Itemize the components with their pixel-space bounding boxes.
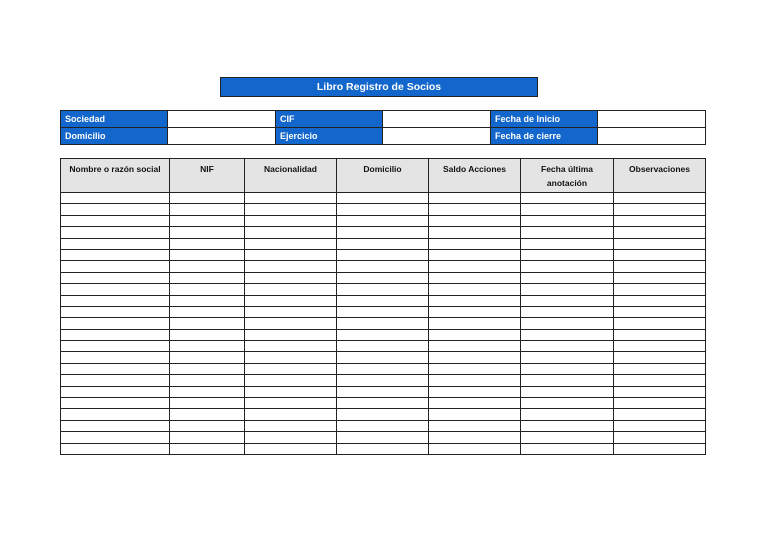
table-cell[interactable] xyxy=(614,238,706,249)
table-cell[interactable] xyxy=(245,204,337,215)
table-row xyxy=(61,249,706,260)
table-cell[interactable] xyxy=(245,420,337,431)
table-cell[interactable] xyxy=(521,204,614,215)
table-cell[interactable] xyxy=(337,318,429,329)
table-cell[interactable] xyxy=(170,409,245,420)
table-cell[interactable] xyxy=(337,227,429,238)
table-cell[interactable] xyxy=(521,398,614,409)
table-cell[interactable] xyxy=(245,409,337,420)
table-cell[interactable] xyxy=(429,193,521,204)
table-cell[interactable] xyxy=(337,193,429,204)
table-cell[interactable] xyxy=(429,306,521,317)
table-cell[interactable] xyxy=(61,261,170,272)
table-cell[interactable] xyxy=(61,398,170,409)
table-cell[interactable] xyxy=(614,295,706,306)
table-cell[interactable] xyxy=(61,375,170,386)
table-cell[interactable] xyxy=(337,432,429,443)
table-cell[interactable] xyxy=(614,341,706,352)
table-cell[interactable] xyxy=(170,363,245,374)
table-cell[interactable] xyxy=(521,375,614,386)
table-cell[interactable] xyxy=(614,352,706,363)
table-cell[interactable] xyxy=(170,352,245,363)
table-cell[interactable] xyxy=(245,363,337,374)
column-header-nif: NIF xyxy=(170,159,245,193)
table-cell[interactable] xyxy=(245,227,337,238)
table-cell[interactable] xyxy=(429,375,521,386)
table-cell[interactable] xyxy=(170,272,245,283)
column-header-fecha-ultima-anotacion: Fecha última anotación xyxy=(521,159,614,193)
table-cell[interactable] xyxy=(337,375,429,386)
table-cell[interactable] xyxy=(170,295,245,306)
table-cell[interactable] xyxy=(337,295,429,306)
table-cell[interactable] xyxy=(245,352,337,363)
column-header-saldo-acciones: Saldo Acciones xyxy=(429,159,521,193)
table-cell[interactable] xyxy=(614,261,706,272)
table-cell[interactable] xyxy=(429,341,521,352)
table-cell[interactable] xyxy=(170,432,245,443)
cif-field[interactable] xyxy=(383,111,491,128)
table-row xyxy=(61,306,706,317)
table-cell[interactable] xyxy=(614,363,706,374)
table-cell[interactable] xyxy=(245,238,337,249)
table-cell[interactable] xyxy=(170,238,245,249)
table-cell[interactable] xyxy=(170,227,245,238)
table-row xyxy=(61,284,706,295)
fecha-cierre-field[interactable] xyxy=(598,128,706,145)
table-cell[interactable] xyxy=(614,272,706,283)
document-title: Libro Registro de Socios xyxy=(220,77,538,97)
table-cell[interactable] xyxy=(521,295,614,306)
table-cell[interactable] xyxy=(521,249,614,260)
table-cell[interactable] xyxy=(337,261,429,272)
table-cell[interactable] xyxy=(429,238,521,249)
table-cell[interactable] xyxy=(245,341,337,352)
table-cell[interactable] xyxy=(429,443,521,454)
table-cell[interactable] xyxy=(429,398,521,409)
table-row xyxy=(61,341,706,352)
domicilio-label: Domicilio xyxy=(61,128,168,145)
table-row xyxy=(61,420,706,431)
table-cell[interactable] xyxy=(337,272,429,283)
table-cell[interactable] xyxy=(429,386,521,397)
ejercicio-label: Ejercicio xyxy=(276,128,383,145)
table-cell[interactable] xyxy=(61,193,170,204)
table-row xyxy=(61,432,706,443)
table-cell[interactable] xyxy=(245,193,337,204)
table-cell[interactable] xyxy=(337,306,429,317)
sociedad-field[interactable] xyxy=(168,111,276,128)
table-cell[interactable] xyxy=(614,443,706,454)
table-cell[interactable] xyxy=(61,443,170,454)
table-cell[interactable] xyxy=(337,352,429,363)
table-cell[interactable] xyxy=(521,363,614,374)
table-cell[interactable] xyxy=(429,284,521,295)
table-row xyxy=(61,386,706,397)
table-cell[interactable] xyxy=(614,386,706,397)
table-cell[interactable] xyxy=(429,227,521,238)
table-cell[interactable] xyxy=(521,272,614,283)
table-cell[interactable] xyxy=(429,352,521,363)
table-cell[interactable] xyxy=(614,284,706,295)
table-row xyxy=(61,295,706,306)
table-cell[interactable] xyxy=(521,420,614,431)
table-cell[interactable] xyxy=(429,249,521,260)
table-cell[interactable] xyxy=(61,409,170,420)
table-cell[interactable] xyxy=(245,306,337,317)
table-cell[interactable] xyxy=(337,363,429,374)
table-cell[interactable] xyxy=(614,329,706,340)
table-cell[interactable] xyxy=(429,329,521,340)
table-cell[interactable] xyxy=(614,306,706,317)
fecha-cierre-label: Fecha de cierre xyxy=(491,128,598,145)
table-cell[interactable] xyxy=(521,409,614,420)
table-cell[interactable] xyxy=(337,204,429,215)
table-cell[interactable] xyxy=(61,352,170,363)
table-cell[interactable] xyxy=(170,375,245,386)
table-cell[interactable] xyxy=(61,238,170,249)
table-row xyxy=(61,398,706,409)
table-cell[interactable] xyxy=(245,295,337,306)
table-cell[interactable] xyxy=(170,318,245,329)
table-cell[interactable] xyxy=(170,443,245,454)
table-cell[interactable] xyxy=(245,375,337,386)
table-cell[interactable] xyxy=(245,261,337,272)
table-cell[interactable] xyxy=(61,204,170,215)
table-cell[interactable] xyxy=(614,215,706,226)
table-cell[interactable] xyxy=(170,261,245,272)
ejercicio-field[interactable] xyxy=(383,128,491,145)
table-cell[interactable] xyxy=(245,329,337,340)
table-cell[interactable] xyxy=(614,249,706,260)
table-cell[interactable] xyxy=(429,204,521,215)
table-cell[interactable] xyxy=(521,341,614,352)
table-cell[interactable] xyxy=(521,215,614,226)
table-cell[interactable] xyxy=(61,318,170,329)
register-body xyxy=(61,193,706,455)
table-cell[interactable] xyxy=(614,432,706,443)
table-cell[interactable] xyxy=(245,272,337,283)
table-cell[interactable] xyxy=(429,272,521,283)
fecha-inicio-label: Fecha de Inicio xyxy=(491,111,598,128)
table-cell[interactable] xyxy=(61,249,170,260)
table-row xyxy=(61,215,706,226)
table-cell[interactable] xyxy=(521,318,614,329)
table-cell[interactable] xyxy=(245,249,337,260)
table-cell[interactable] xyxy=(337,409,429,420)
info-row xyxy=(61,111,706,128)
table-cell[interactable] xyxy=(170,329,245,340)
table-cell[interactable] xyxy=(429,318,521,329)
table-cell[interactable] xyxy=(170,306,245,317)
table-cell[interactable] xyxy=(614,420,706,431)
table-cell[interactable] xyxy=(429,420,521,431)
table-cell[interactable] xyxy=(61,420,170,431)
table-cell[interactable] xyxy=(170,386,245,397)
table-cell[interactable] xyxy=(337,329,429,340)
table-cell[interactable] xyxy=(245,443,337,454)
table-cell[interactable] xyxy=(337,420,429,431)
table-cell[interactable] xyxy=(337,249,429,260)
table-cell[interactable] xyxy=(170,341,245,352)
table-cell[interactable] xyxy=(614,193,706,204)
table-row xyxy=(61,352,706,363)
table-row xyxy=(61,261,706,272)
table-cell[interactable] xyxy=(245,215,337,226)
table-row xyxy=(61,204,706,215)
table-cell[interactable] xyxy=(61,386,170,397)
table-cell[interactable] xyxy=(614,318,706,329)
column-header-row xyxy=(61,159,706,193)
table-row xyxy=(61,318,706,329)
table-row xyxy=(61,375,706,386)
table-cell[interactable] xyxy=(61,227,170,238)
table-cell[interactable] xyxy=(521,238,614,249)
table-cell[interactable] xyxy=(521,432,614,443)
table-row xyxy=(61,329,706,340)
table-cell[interactable] xyxy=(614,204,706,215)
table-cell[interactable] xyxy=(61,295,170,306)
table-cell[interactable] xyxy=(61,284,170,295)
table-cell[interactable] xyxy=(170,284,245,295)
table-cell[interactable] xyxy=(429,432,521,443)
table-cell[interactable] xyxy=(337,215,429,226)
table-row xyxy=(61,227,706,238)
fecha-inicio-field[interactable] xyxy=(598,111,706,128)
company-info-table xyxy=(60,110,706,145)
table-cell[interactable] xyxy=(170,398,245,409)
column-header-nombre: Nombre o razón social xyxy=(61,159,170,193)
table-row xyxy=(61,409,706,420)
table-cell[interactable] xyxy=(245,386,337,397)
table-row xyxy=(61,238,706,249)
table-cell[interactable] xyxy=(521,284,614,295)
table-cell[interactable] xyxy=(245,318,337,329)
table-cell[interactable] xyxy=(614,227,706,238)
table-cell[interactable] xyxy=(429,295,521,306)
table-cell[interactable] xyxy=(245,432,337,443)
column-header-domicilio: Domicilio xyxy=(337,159,429,193)
cif-label: CIF xyxy=(276,111,383,128)
table-cell[interactable] xyxy=(521,386,614,397)
column-header-observaciones: Observaciones xyxy=(614,159,706,193)
table-row xyxy=(61,363,706,374)
table-cell[interactable] xyxy=(521,352,614,363)
table-cell[interactable] xyxy=(337,341,429,352)
table-cell[interactable] xyxy=(61,432,170,443)
table-cell[interactable] xyxy=(61,272,170,283)
table-cell[interactable] xyxy=(429,261,521,272)
table-cell[interactable] xyxy=(61,306,170,317)
table-cell[interactable] xyxy=(170,249,245,260)
domicilio-field[interactable] xyxy=(168,128,276,145)
table-cell[interactable] xyxy=(337,238,429,249)
table-row xyxy=(61,443,706,454)
table-row xyxy=(61,272,706,283)
table-cell[interactable] xyxy=(429,363,521,374)
table-cell[interactable] xyxy=(429,409,521,420)
table-cell[interactable] xyxy=(61,215,170,226)
table-cell[interactable] xyxy=(337,443,429,454)
table-cell[interactable] xyxy=(170,204,245,215)
table-cell[interactable] xyxy=(521,306,614,317)
table-cell[interactable] xyxy=(61,329,170,340)
table-cell[interactable] xyxy=(170,193,245,204)
table-cell[interactable] xyxy=(614,375,706,386)
table-cell[interactable] xyxy=(337,284,429,295)
table-cell[interactable] xyxy=(521,193,614,204)
table-cell[interactable] xyxy=(61,363,170,374)
table-cell[interactable] xyxy=(245,398,337,409)
table-cell[interactable] xyxy=(521,227,614,238)
table-cell[interactable] xyxy=(337,398,429,409)
table-cell[interactable] xyxy=(245,284,337,295)
table-cell[interactable] xyxy=(337,386,429,397)
table-cell[interactable] xyxy=(170,420,245,431)
info-row xyxy=(61,128,706,145)
table-cell[interactable] xyxy=(614,398,706,409)
table-cell[interactable] xyxy=(614,409,706,420)
column-header-nacionalidad: Nacionalidad xyxy=(245,159,337,193)
sociedad-label: Sociedad xyxy=(61,111,168,128)
table-cell[interactable] xyxy=(521,443,614,454)
table-cell[interactable] xyxy=(521,329,614,340)
table-cell[interactable] xyxy=(429,215,521,226)
table-cell[interactable] xyxy=(170,215,245,226)
table-cell[interactable] xyxy=(61,341,170,352)
table-cell[interactable] xyxy=(521,261,614,272)
table-row xyxy=(61,193,706,204)
members-register-table xyxy=(60,158,706,455)
